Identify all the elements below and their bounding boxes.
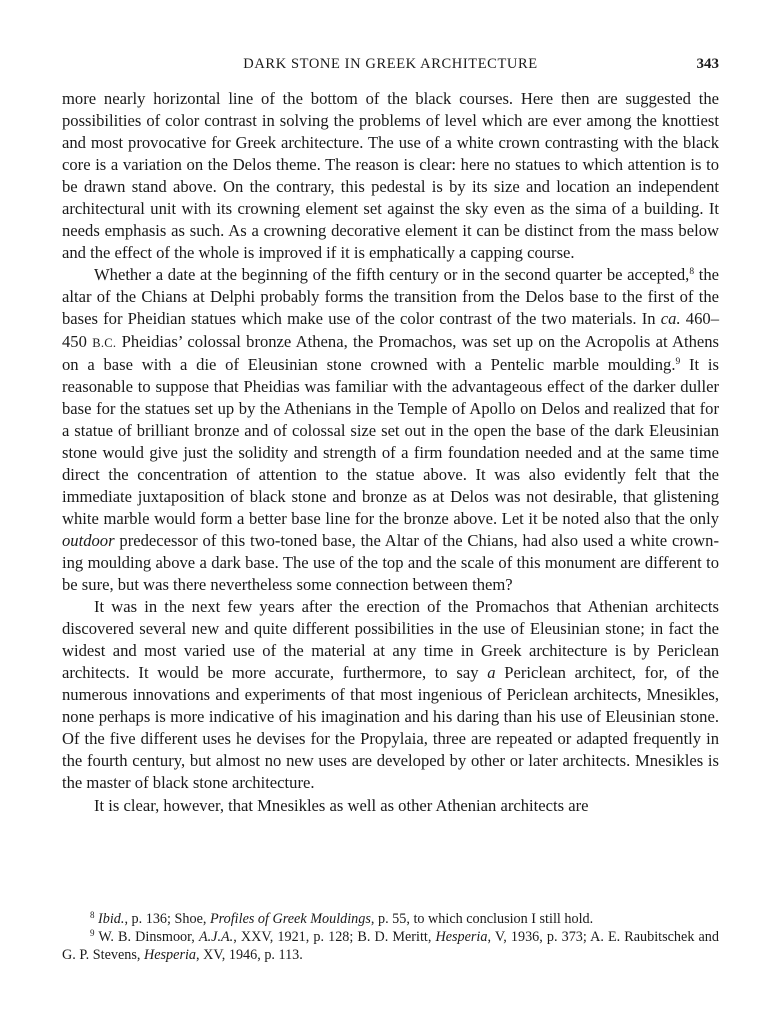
body-text (62, 88, 719, 817)
footnote-8-title: Profiles of Greek Mouldings (209, 911, 371, 927)
running-title: DARK STONE IN GREEK ARCHITECTURE (243, 56, 538, 72)
footnote-9-hesperia-2: Hesperia (143, 947, 196, 963)
footnote-8 (62, 910, 719, 928)
footnote-ref-8: 8 (689, 267, 695, 278)
paragraph-2-text-b: the altar of the Chians at Delphi probably forms the transition from the Delos base to the first of the bases for Pheidian statues which make use of the color contrast of the two materials. In (62, 265, 719, 329)
paragraph-1: more nearly horizontal line of the bottom of the black courses. Here then are suggested the possibilities of color contrast in solving the problems of level which are ever among the knottiest and most provocative for Greek architecture. The use of a white crown contrasting with the black core is a variation on the Delos theme. The reason is clear: here no statues to which attention is to be drawn stand above. On the contrary, this pedestal is by its size and location an independent architectural unit with its crowning element set against the sky even as the sima of a building. It needs emphasis as such. As a crowning decorative element it can be distinct from the mass below and the effect of the whole is improved if it is emphatically a capping course. (62, 89, 719, 263)
footnote-8-mark: 8 (90, 910, 95, 920)
footnote-9-mark: 9 (90, 928, 95, 938)
footnote-9-text-a: W. B. Dinsmoor, (98, 929, 199, 945)
footnote-9 (62, 928, 719, 964)
paragraph-3-text-b: Periclean architect, for, of the numerous innovations and experiments of that most ingenious of Periclean architects, Mnesikles, none perhaps is more indicative of his imagination and his daring than his use of Eleusinian stone. Of the five different uses he devises for the Propylaia, three are repeated or adapted frequently in the fourth century, but almost no new uses are developed by other or later architects. Mnesikles is the master of black stone architecture. (62, 663, 719, 793)
outdoor-emphasis: outdoor (62, 530, 115, 550)
paragraph-3 (62, 596, 719, 794)
paragraph-2-text-e: It is reasonable to suppose that Pheidias was familiar with the advantageous effect of the darker duller base for the statues set up by the Athenians in the Temple of Apollo on Delos and realized that for a statue of brilliant bronze and of colossal size set out in the open the base of the dark Eleusinian stone would give just the solidity and strength of a firm foundation needed and at the same time direct the concentration of attention to the statue above. It was also evidently felt that the immediate juxtaposition of black stone and bronze as at Delos was not desirable, that glistening white marble would form a better base line for the bronze above. Let it be noted also that the only (62, 354, 719, 528)
footnote-9-text-d: , XV, 1946, p. 113. (196, 947, 303, 963)
circa-abbrev: ca. (660, 309, 681, 329)
footnote-8-text-a: , p. 136; Shoe, (124, 911, 210, 927)
footnote-9-aja: A.J.A. (198, 929, 234, 945)
footnote-9-hesperia-1: Hesperia (435, 929, 488, 945)
paragraph-2-text-d: Pheidias’ colossal bronze Athena, the Promachos, was set up on the Acropolis at Athens on a base with a die of Eleusinian stone crowned with a Pentelic marble moulding. (62, 331, 719, 374)
bc-abbrev: B.C. (92, 335, 117, 350)
paragraph-4: It is clear, however, that Mnesikles as well as other Athenian architects are (94, 795, 589, 815)
footnote-9-text-c: , V, 1936, p. 373; A. E. Raubitschek and G. P. Stevens, (62, 929, 719, 963)
page-number: 343 (696, 56, 719, 72)
paragraph-2 (62, 264, 719, 596)
footnotes (62, 910, 719, 964)
article-emphasis: a (487, 663, 496, 683)
footnote-ref-9: 9 (675, 356, 681, 367)
footnote-9-text-b: , XXV, 1921, p. 128; B. D. Meritt, (233, 929, 436, 945)
footnote-8-ibid: Ibid. (98, 911, 125, 927)
footnote-8-text-b: , p. 55, to which conclusion I still hold. (370, 911, 594, 927)
paragraph-3-text-a: It was in the next few years after the erection of the Promachos that Athenian architects discovered several new and quite different possibilities in the use of Eleusinian stone; in fact the widest and most varied use of the material at any time in Greek architecture is by Periclean architects. It would be more accurate, furthermore, to say (62, 597, 719, 683)
page-header (62, 56, 719, 78)
paragraph-2-text-c: 460–450 (62, 309, 719, 351)
paragraph-2-text-a: Whether a date at the beginning of the fifth century or in the second quarter be accepted, (94, 265, 690, 285)
paragraph-2-text-f: predecessor of this two-toned base, the Altar of the Chians, had also used a white crowning moulding above a dark base. The use of the top and the scale of this monument are different to be sure, but was there nevertheless some connection between them? (62, 530, 719, 595)
